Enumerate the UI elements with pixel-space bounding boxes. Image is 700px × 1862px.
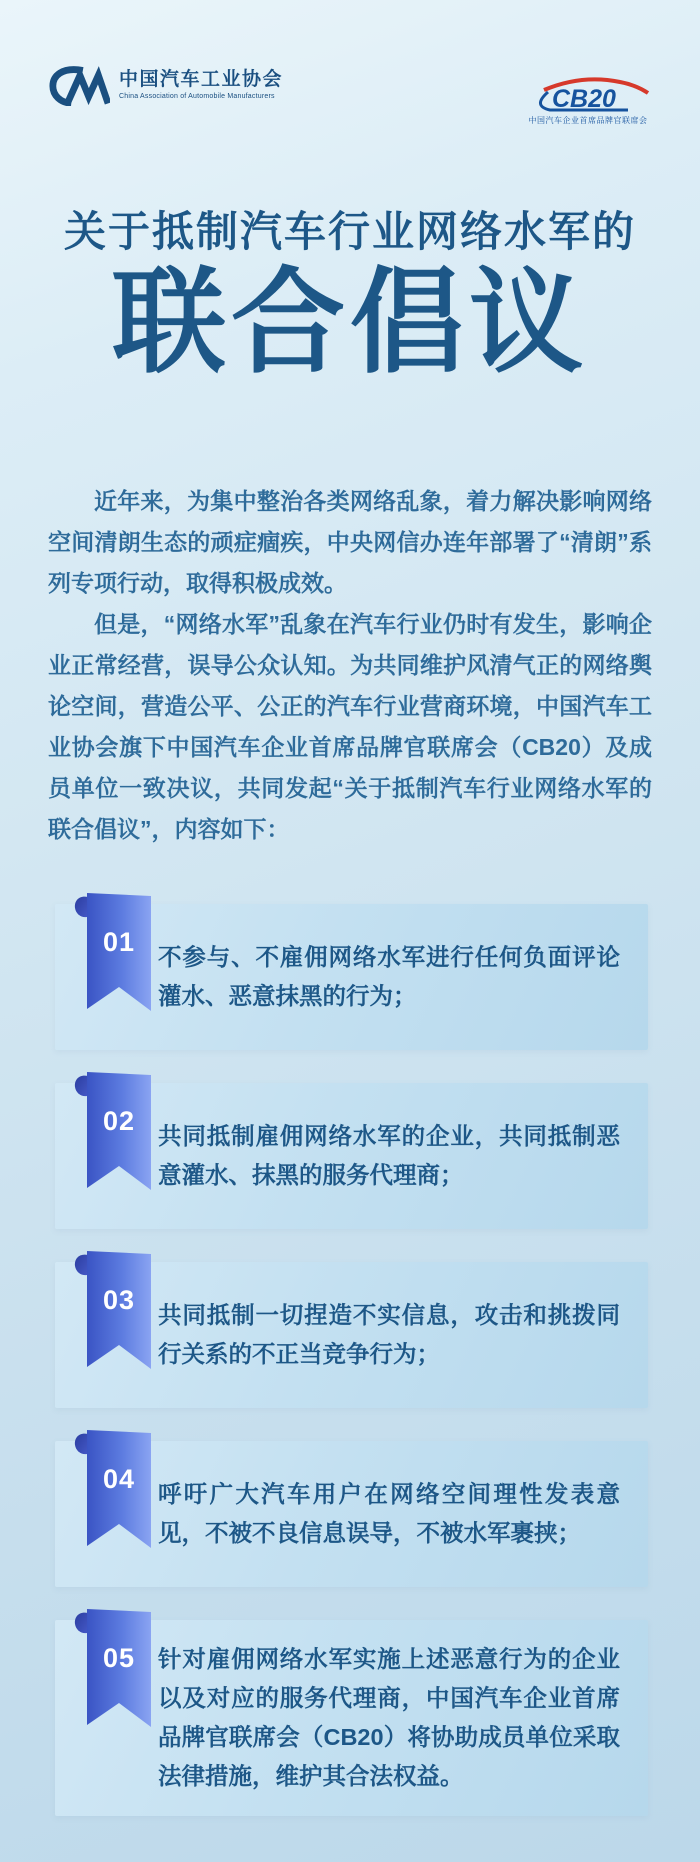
initiative-list	[0, 904, 700, 1816]
caam-logo	[48, 64, 283, 106]
list-item	[55, 1083, 648, 1229]
item-text: 呼吁广大汽车用户在网络空间理性发表意见，不被不良信息误导，不被水军裹挟；	[158, 1480, 620, 1546]
item-text: 共同抵制雇佣网络水军的企业，共同抵制恶意灌水、抹黑的服务代理商；	[158, 1122, 620, 1188]
list-item	[55, 1620, 648, 1816]
cb20-logo-icon	[522, 76, 654, 114]
item-number: 03	[102, 1284, 136, 1315]
title-subtitle: 关于抵制汽车行业网络水军的	[63, 208, 636, 255]
cb20-logo-text: CB20	[552, 85, 616, 113]
cb20-logo-subtitle: 中国汽车企业首席品牌官联席会	[528, 116, 648, 125]
caam-logo-name: 中国汽车工业协会	[119, 68, 284, 90]
intro-paragraph-1: 近年来，为集中整治各类网络乱象，着力解决影响网络空间清朗生态的顽症痼疾，中央网信办连年部署了“清朗”系列专项行动，取得积极成效。	[48, 487, 652, 596]
item-number: 04	[102, 1463, 136, 1494]
page-title	[0, 206, 700, 386]
caam-logo-subtitle: China Association of Automobile Manufacturers	[119, 93, 275, 101]
bookmark-ribbon-icon	[73, 1072, 151, 1190]
bookmark-ribbon-icon	[73, 893, 151, 1011]
title-main: 联合倡议	[111, 259, 588, 387]
bookmark-ribbon-icon	[73, 1251, 151, 1369]
item-number: 02	[102, 1105, 136, 1136]
cb20-logo	[522, 76, 654, 126]
bookmark-ribbon-icon	[73, 1609, 151, 1727]
item-text: 共同抵制一切捏造不实信息，攻击和挑拨同行关系的不正当竞争行为；	[158, 1301, 620, 1367]
item-text: 不参与、不雇佣网络水军进行任何负面评论灌水、恶意抹黑的行为；	[158, 943, 620, 1009]
list-item	[55, 904, 648, 1050]
bookmark-ribbon-icon	[73, 1430, 151, 1548]
item-number: 01	[102, 926, 136, 957]
caam-cm-icon	[48, 64, 110, 106]
header	[0, 0, 700, 126]
list-item	[55, 1441, 648, 1587]
list-item	[55, 1262, 648, 1408]
intro-paragraph-2: 但是，“网络水军”乱象在汽车行业仍时有发生，影响企业正常经营，误导公众认知。为共同维护风清气正的网络舆论空间，营造公平、公正的汽车行业营商环境，中国汽车工业协会旗下中国汽车企业首席品牌官联席会（CB20）及成员单位一致决议，共同发起“关于抵制汽车行业网络水军的联合倡议”，内容如下：	[48, 610, 652, 842]
item-number: 05	[102, 1642, 136, 1673]
item-text: 针对雇佣网络水军实施上述恶意行为的企业以及对应的服务代理商，中国汽车企业首席品牌官联席会（CB20）将协助成员单位采取法律措施，维护其合法权益。	[158, 1645, 620, 1789]
intro-text	[48, 481, 652, 850]
